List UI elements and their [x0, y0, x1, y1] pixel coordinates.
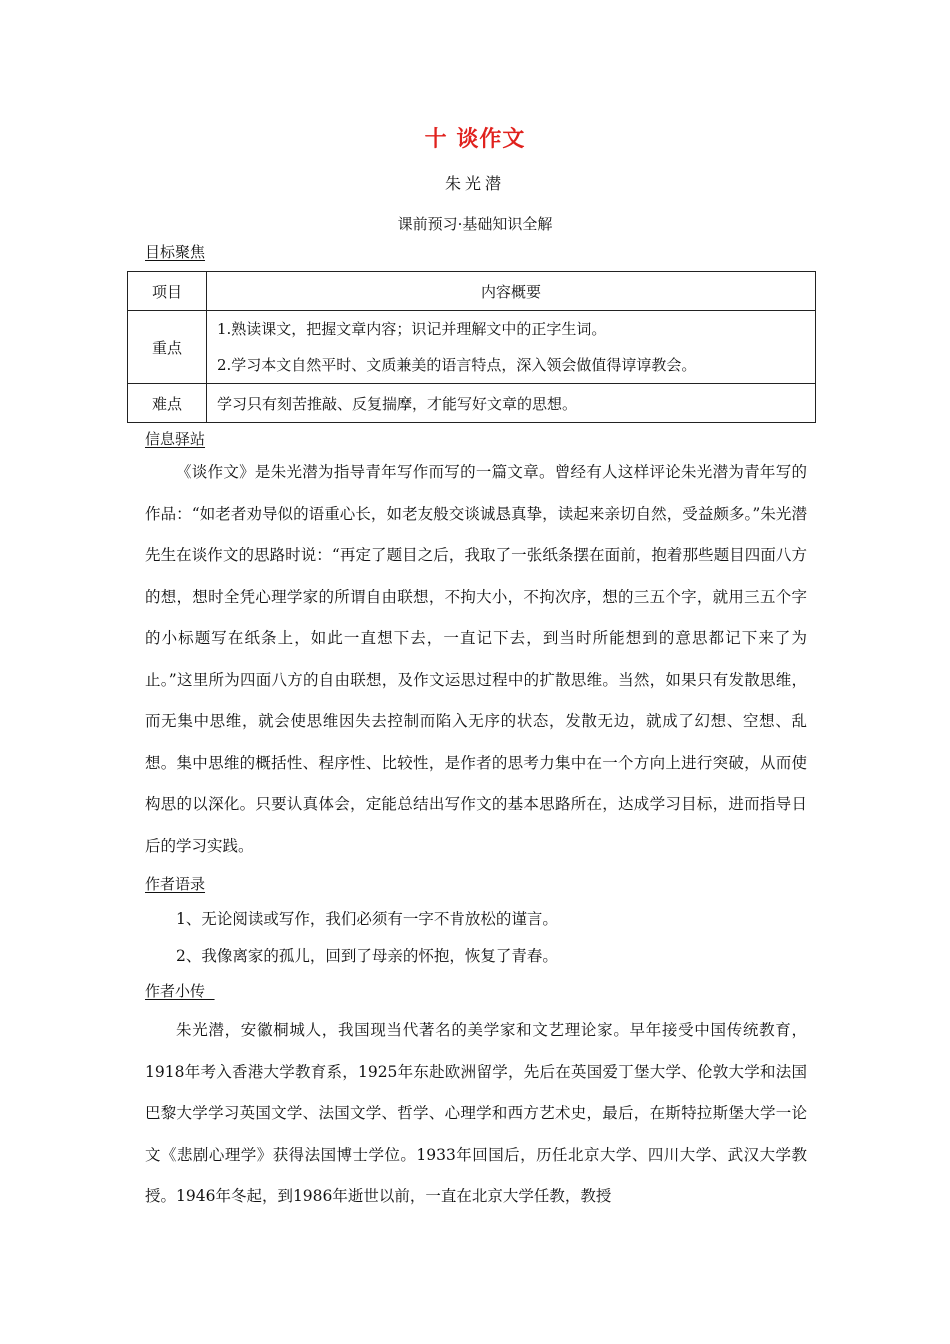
author-name: 朱光潜: [444, 174, 505, 193]
quotes-heading: 作者语录: [145, 875, 206, 893]
difficult-points-label: 难点: [128, 384, 207, 423]
difficult-points-content: 学习只有刻苦推敲、反复揣摩，才能写好文章的思想。: [207, 384, 816, 423]
quote-item: 2、我像离家的孤儿，回到了母亲的怀抱，恢复了青春。: [176, 947, 558, 965]
info-paragraph: 《谈作文》是朱光潜为指导青年写作而写的一篇文章。曾经有人这样评论朱光潜为青年写的作品：“如老者劝导似的语重心长，如老友般交谈诚恳真挚，读起来亲切自然，受益颇多。”朱光潜先生在谈作文的思路时说：“再定了题目之后，我取了一张纸条摆在面前，抱着那些题目四面八方的想，想时全凭心理学家的所谓自由联想，不拘大小，不拘次序，想的三五个字，就用三五个字的小标题写在纸条上，如此一直想下去，一直记下去，到当时所能想到的意思都记下来了为止。”这里所为四面八方的自由联想，及作文运思过程中的扩散思维。当然，如果只有发散思维，而无集中思维，就会使思维因失去控制而陷入无序的状态，发散无边，就成了幻想、空想、乱想。集中思维的概括性、程序性、比较性，是作者的思考力集中在一个方向上进行突破，从而使构思的以深化。只要认真体会，定能总结出写作文的基本思路所在，达成学习目标，进而指导日后的学习实践。: [145, 463, 807, 855]
goals-table: [127, 271, 816, 423]
col-header-content: 内容概要: [207, 272, 816, 311]
key-points-content: [207, 311, 816, 384]
key-point-item: 1.熟读课文，把握文章内容；识记并理解文中的正字生词。: [217, 320, 607, 338]
bio-paragraph: 朱光潜，安徽桐城人，我国现当代著名的美学家和文艺理论家。早年接受中国传统教育，1918年考入香港大学教育系，1925年东赴欧洲留学，先后在英国爱丁堡大学、伦敦大学和法国巴黎大学学习英国文学、法国文学、哲学、心理学和西方艺术史，最后，在斯特拉斯堡大学一论文《悲剧心理学》获得法国博士学位。1933年回国后，历任北京大学、四川大学、武汉大学教授。1946年冬起，到1986年逝世以前，一直在北京大学任教，教授: [145, 1021, 807, 1205]
key-point-item: 2.学习本文自然平时、文质兼美的语言特点，深入领会做值得谆谆教会。: [217, 356, 697, 374]
info-heading: 信息驿站: [145, 430, 206, 448]
col-header-item: 项目: [128, 272, 207, 311]
key-points-label: 重点: [128, 311, 207, 384]
bio-heading: 作者小传: [145, 982, 215, 1000]
document-title: 十 谈作文: [424, 127, 526, 152]
table-row-key-points: [128, 311, 816, 384]
goals-heading: 目标聚焦: [145, 243, 206, 261]
quote-item: 1、无论阅读或写作，我们必须有一字不肯放松的谨言。: [176, 910, 558, 928]
table-header-row: [128, 272, 816, 311]
table-row-difficult-points: [128, 384, 816, 423]
section-subtitle: 课前预习·基础知识全解: [397, 215, 553, 233]
